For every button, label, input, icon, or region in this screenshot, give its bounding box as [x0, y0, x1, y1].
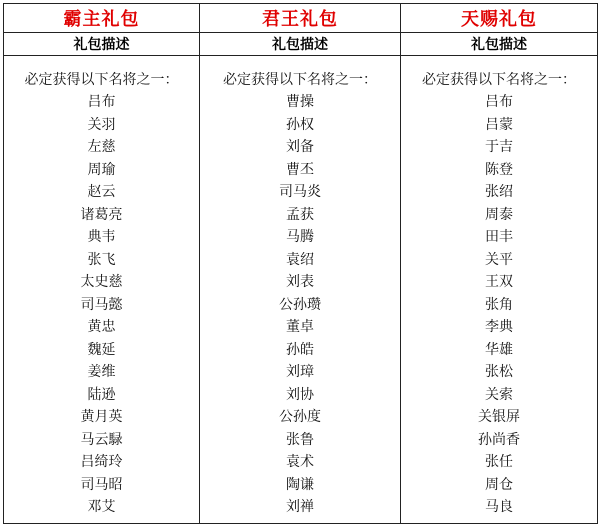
- name-item: 于吉: [485, 139, 513, 155]
- name-item: 姜维: [87, 364, 116, 380]
- name-item: 周泰: [485, 206, 513, 223]
- column-title-monarch: 君王礼包: [200, 4, 401, 33]
- intro-text: 必定获得以下名将之一：: [422, 72, 576, 88]
- name-item: 关索: [485, 386, 513, 403]
- name-item: 马腾: [286, 229, 314, 245]
- name-item: 周仓: [485, 476, 513, 493]
- name-item: 左慈: [87, 139, 116, 155]
- name-item: 刘禅: [286, 499, 314, 515]
- name-item: 吕布: [87, 94, 116, 110]
- name-item: 张任: [485, 454, 513, 470]
- name-item: 张角: [485, 296, 513, 313]
- name-item: 张绍: [485, 184, 513, 200]
- column-title-overlord: 霸主礼包: [4, 4, 200, 33]
- name-list: [478, 91, 520, 519]
- column-title-heaven: 天赐礼包: [401, 4, 597, 33]
- name-item: 周瑜: [87, 161, 116, 178]
- name-item: 魏延: [87, 341, 116, 358]
- name-item: 曹操: [286, 94, 314, 110]
- name-item: 袁绍: [286, 251, 314, 268]
- name-item: 马云騄: [80, 431, 123, 448]
- name-item: 马良: [485, 499, 513, 515]
- intro-text: 必定获得以下名将之一：: [24, 72, 179, 88]
- column-body-heaven: [401, 56, 597, 523]
- column-body-monarch: [200, 56, 401, 523]
- name-item: 吕绮玲: [80, 454, 123, 470]
- name-item: 曹丕: [286, 161, 314, 178]
- name-item: 田丰: [485, 229, 513, 245]
- name-item: 黄忠: [87, 319, 116, 335]
- name-item: 公孙度: [279, 409, 321, 425]
- name-item: 张飞: [87, 251, 116, 268]
- name-item: 袁术: [286, 454, 314, 470]
- name-item: 太史慈: [80, 274, 123, 290]
- name-item: 公孙瓒: [279, 296, 321, 313]
- name-item: 孙皓: [286, 341, 314, 358]
- name-item: 董卓: [286, 319, 314, 335]
- name-item: 刘协: [286, 386, 314, 403]
- name-item: 关银屏: [478, 409, 520, 425]
- name-item: 关羽: [87, 116, 116, 133]
- name-list: [279, 91, 321, 519]
- name-item: 陆逊: [87, 386, 116, 403]
- name-item: 吕蒙: [485, 116, 513, 133]
- column-subtitle-overlord: 礼包描述: [4, 33, 200, 56]
- name-item: 吕布: [485, 94, 513, 110]
- name-item: 陶谦: [286, 476, 314, 493]
- name-item: 张鲁: [286, 431, 314, 448]
- name-item: 诸葛亮: [80, 206, 123, 223]
- column-body-overlord: [4, 56, 200, 523]
- gift-pack-table: [3, 3, 598, 524]
- name-item: 张松: [485, 364, 513, 380]
- name-item: 华雄: [485, 341, 513, 358]
- name-list: [81, 91, 123, 519]
- name-item: 赵云: [87, 184, 116, 200]
- name-item: 司马懿: [80, 296, 123, 313]
- name-item: 刘备: [286, 139, 314, 155]
- name-item: 邓艾: [87, 499, 116, 515]
- name-item: 孟获: [286, 206, 314, 223]
- name-item: 典韦: [87, 229, 116, 245]
- name-item: 刘表: [286, 274, 314, 290]
- name-item: 黄月英: [80, 409, 123, 425]
- name-item: 刘璋: [286, 364, 314, 380]
- column-subtitle-monarch: 礼包描述: [200, 33, 401, 56]
- name-item: 陈登: [485, 161, 513, 178]
- column-subtitle-heaven: 礼包描述: [401, 33, 597, 56]
- name-item: 司马炎: [279, 184, 321, 200]
- intro-text: 必定获得以下名将之一：: [223, 72, 377, 88]
- name-item: 司马昭: [80, 476, 123, 493]
- name-item: 李典: [485, 319, 513, 335]
- name-item: 孙尚香: [478, 431, 520, 448]
- name-item: 王双: [485, 274, 513, 290]
- name-item: 孙权: [286, 116, 314, 133]
- name-item: 关平: [485, 251, 513, 268]
